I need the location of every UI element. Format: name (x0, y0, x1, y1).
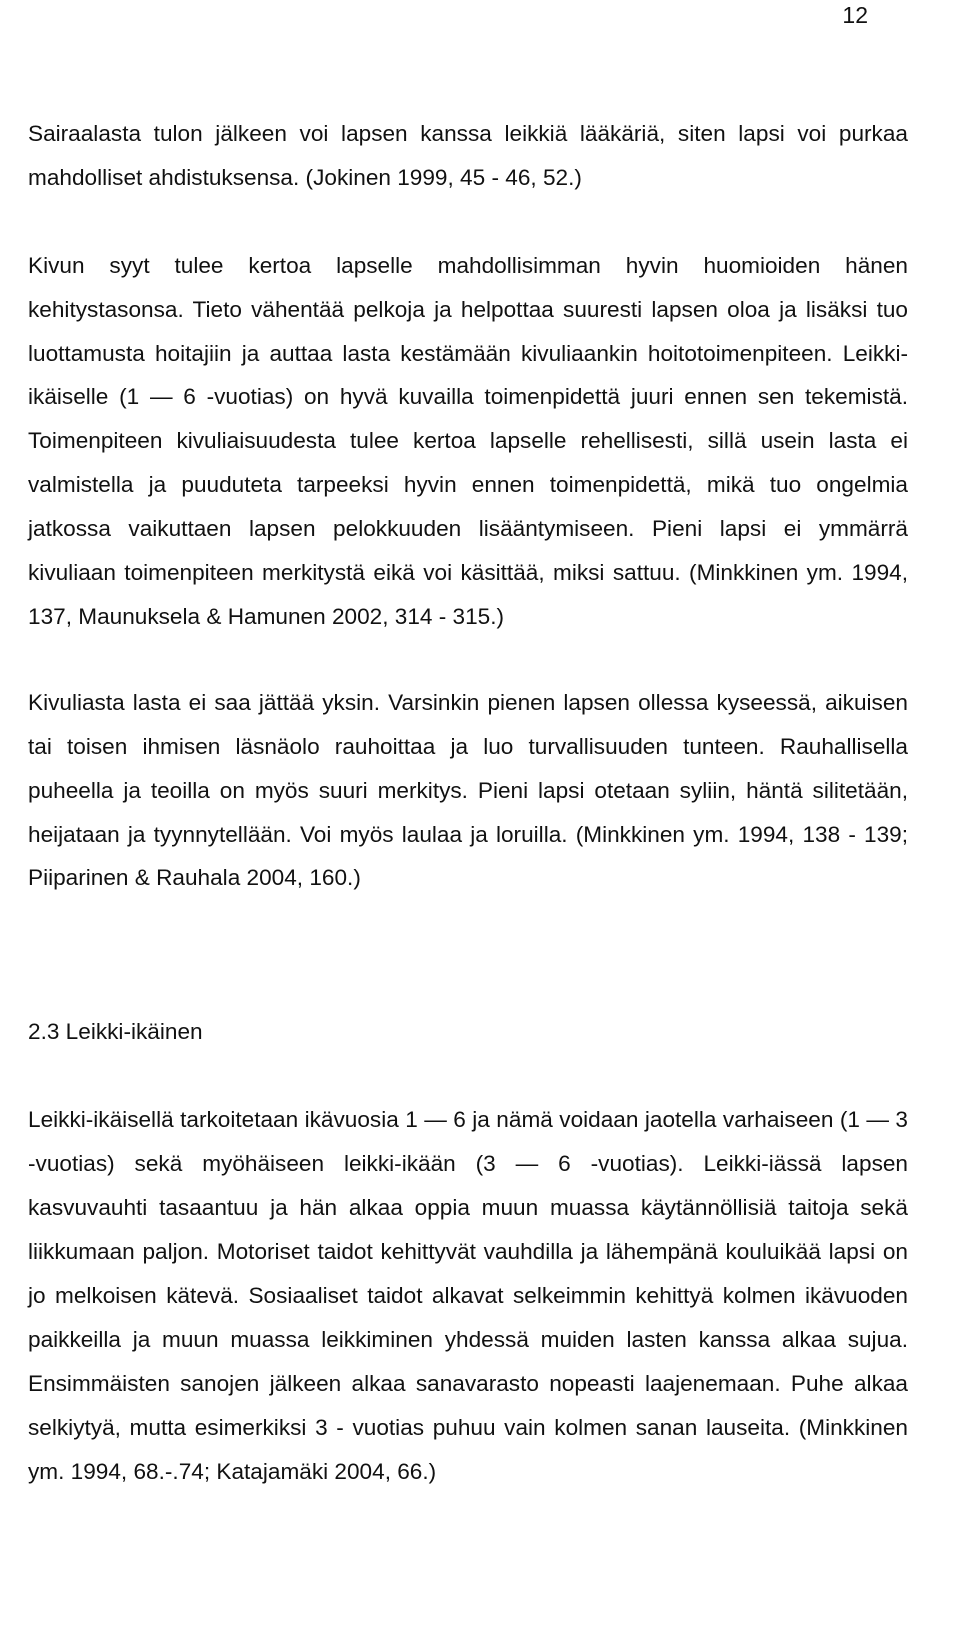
paragraph-aftercare-play: Sairaalasta tulon jälkeen voi lapsen kanssa leikkiä lääkäriä, siten lapsi voi purkaa mahdolliset ahdistuksensa. (Jokinen 1999, 45 - 46, 52.) (28, 121, 908, 190)
paragraph-comforting-child: Kivuliasta lasta ei saa jättää yksin. Varsinkin pienen lapsen ollessa kyseessä, aikuisen tai toisen ihmisen läsnäolo rauhoittaa ja luo turvallisuuden tunteen. Rauhallisella puheella ja teoilla on myös suuri merkitys. Pieni lapsi otetaan syliin, häntä silitetään, heijataan ja tyynnytellään. Voi myös laulaa ja loruilla. (Minkkinen ym. 1994, 138 - 139; Piiparinen & Rauhala 2004, 160.) (28, 689, 908, 891)
paragraph-preschool-age: Leikki-ikäisellä tarkoitetaan ikävuosia 1 — 6 ja nämä voidaan jaotella varhaiseen (1 — 3 -vuotias) sekä myöhäiseen leikki-ikään (3 — 6 -vuotias). Leikki-iässä lapsen kasvuvauhti tasaantuu ja hän alkaa oppia muun muassa käytännöllisiä taitoja sekä liikkumaan paljon. Motoriset taidot kehittyvät vauhdilla ja lähempänä kouluikää lapsi on jo melkoisen kätevä. Sosiaaliset taidot alkavat selkeimmin kehittyä kolmen ikävuoden paikkeilla ja muun muassa leikkiminen yhdessä muiden lasten kanssa alkaa sujua. Ensimmäisten sanojen jälkeen alkaa sanavarasto nopeasti laajenemaan. Puhe alkaa selkiytyä, mutta esimerkiksi 3 - vuotias puhuu vain kolmen sanan lauseita. (Minkkinen ym. 1994, 68.-.74; Katajamäki 2004, 66.) (28, 1107, 908, 1484)
paragraph-pain-explanation: Kivun syyt tulee kertoa lapselle mahdollisimman hyvin huomioiden hänen kehitystasonsa. Tieto vähentää pelkoja ja helpottaa suuresti lapsen oloa ja lisäksi tuo luottamusta hoitajiin ja auttaa lasta kestämään kivuliaankin hoitotoimenpiteen. Leikki-ikäiselle (1 — 6 -vuotias) on hyvä kuvailla toimenpidettä juuri ennen sen tekemistä. Toimenpiteen kivuliaisuudesta tulee kertoa lapselle rehellisesti, sillä usein lasta ei valmistella ja puuduteta tarpeeksi hyvin ennen toimenpidettä, mikä tuo ongelmia jatkossa vaikuttaen lapsen pelokkuuden lisääntymiseen. Pieni lapsi ei ymmärrä kivuliaan toimenpiteen merkitystä eikä voi käsittää, miksi sattuu. (Minkkinen ym. 1994, 137, Maunuksela & Hamunen 2002, 314 - 315.) (28, 252, 908, 629)
section-heading: 2.3 Leikki-ikäinen (28, 1019, 203, 1045)
document-body (28, 112, 908, 1493)
page-number: 12 (842, 2, 868, 28)
